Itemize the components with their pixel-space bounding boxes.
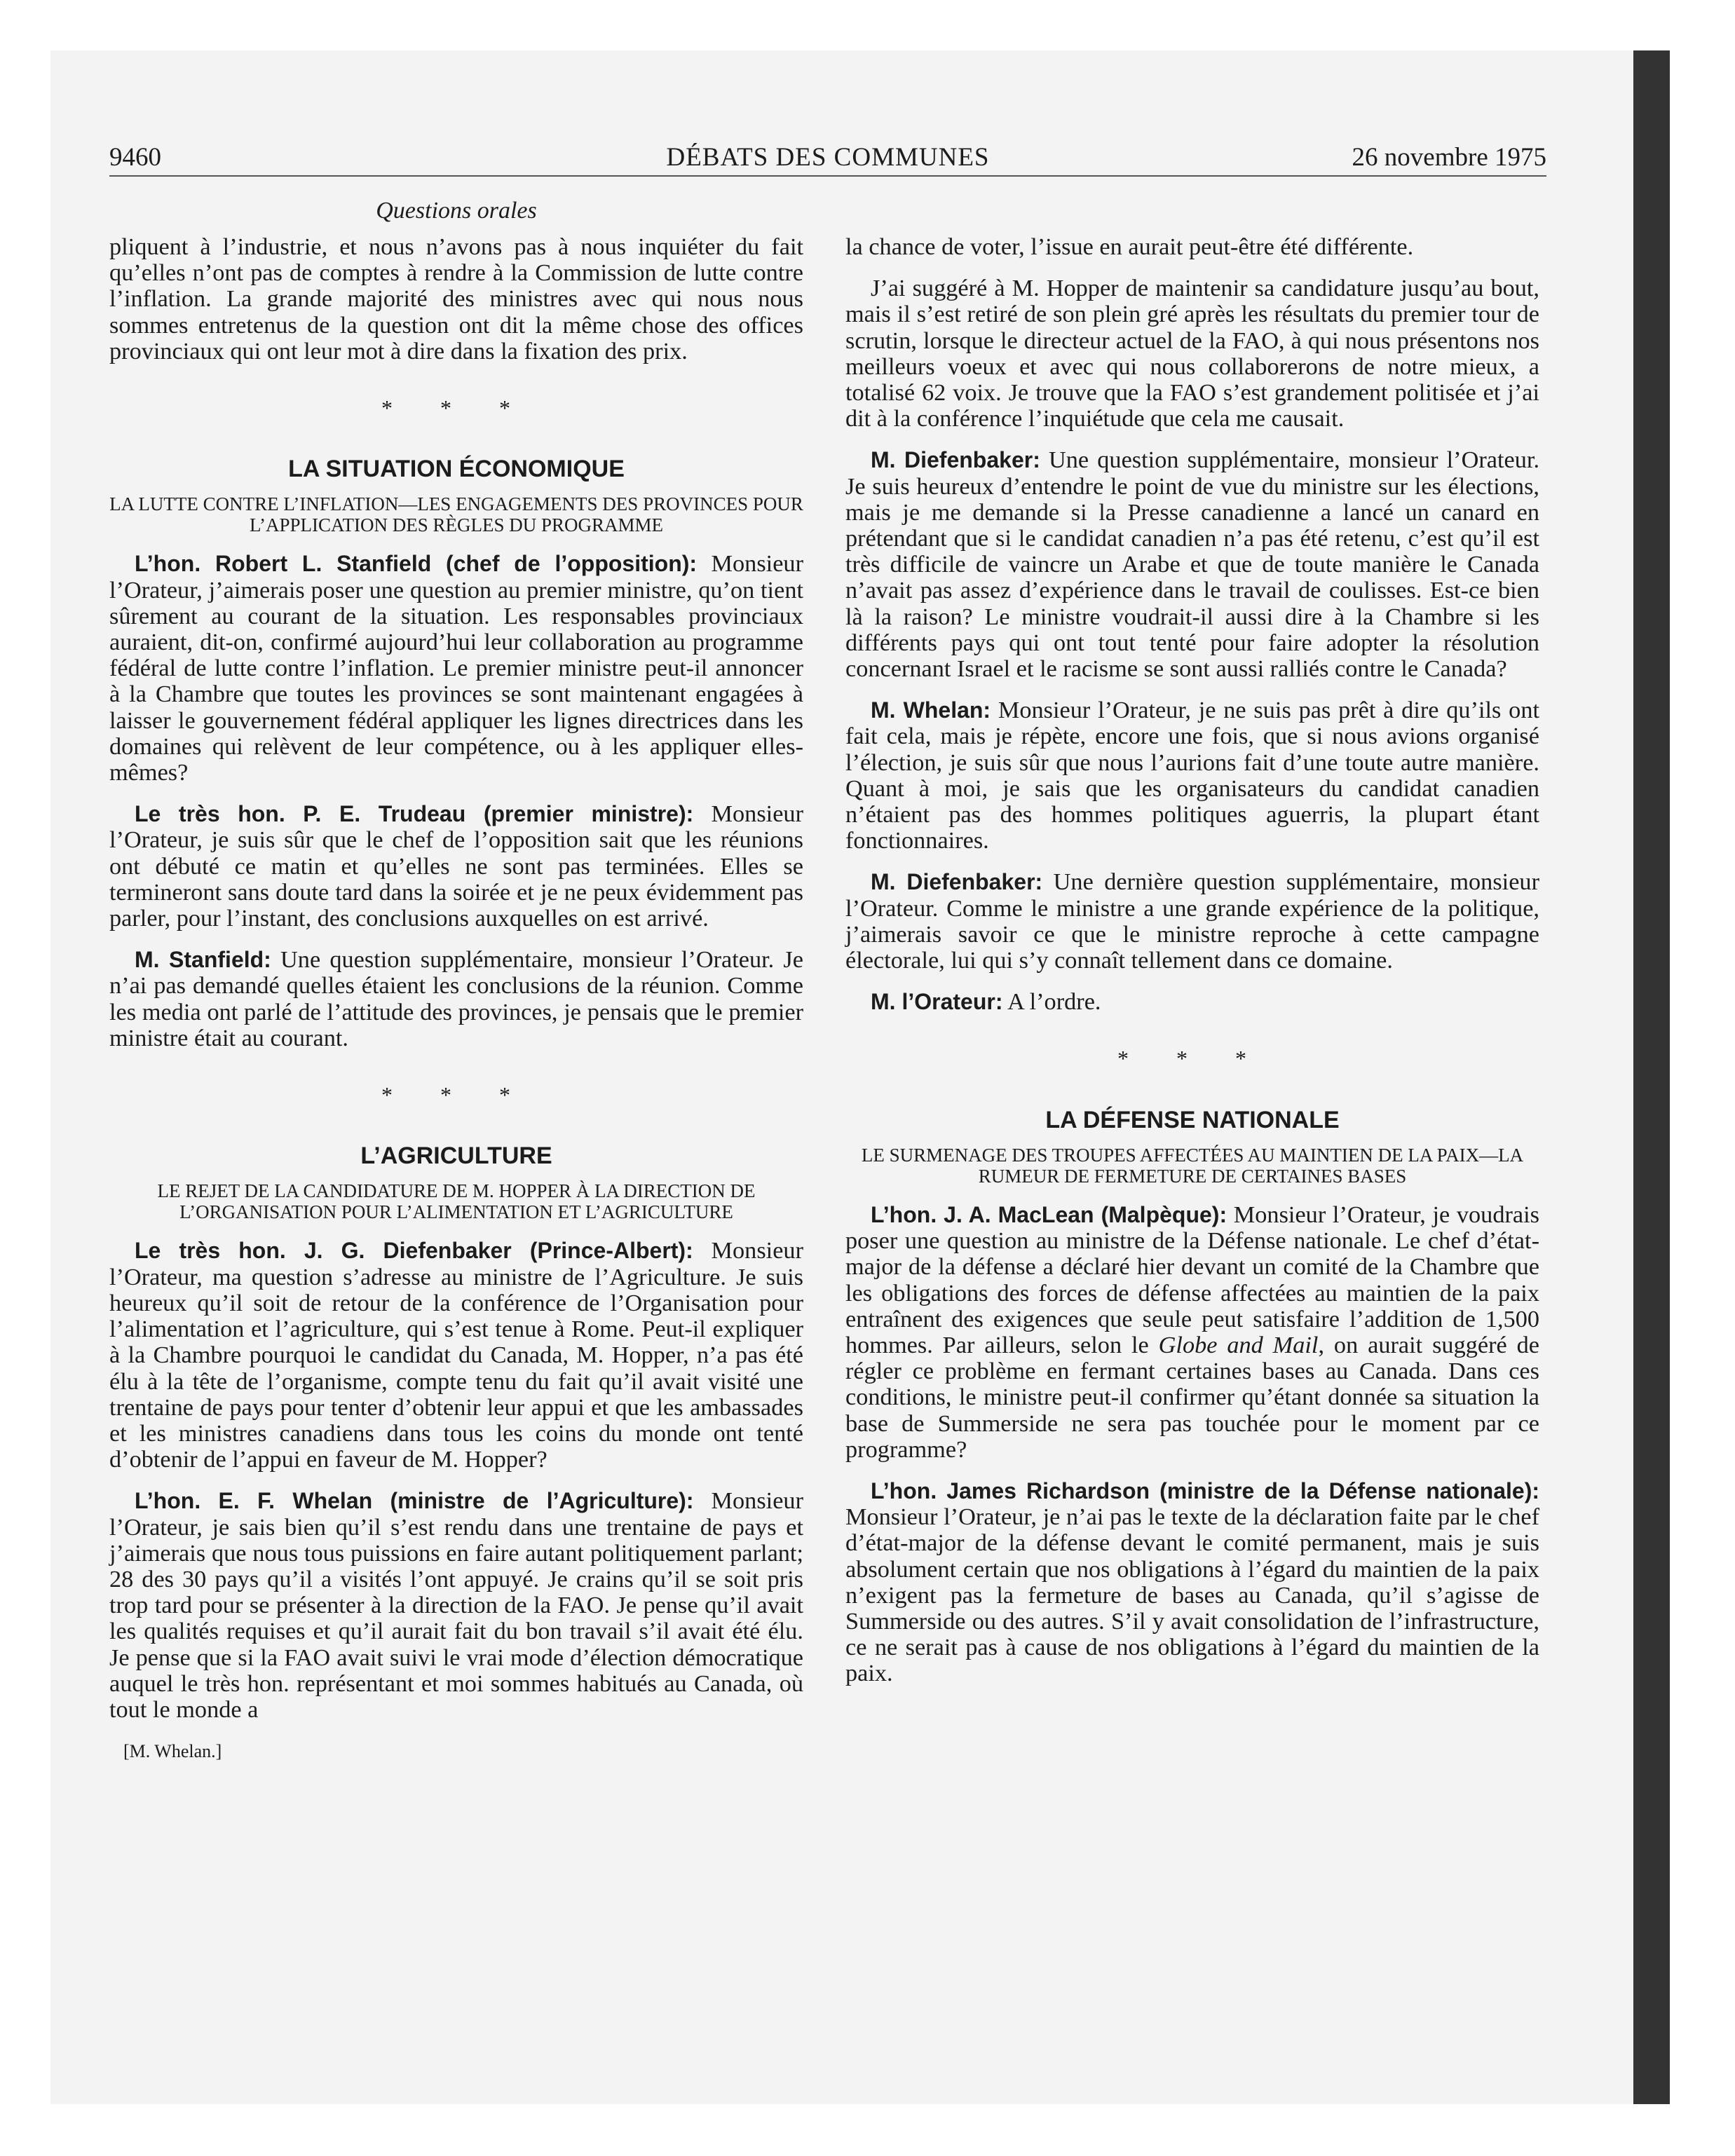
speech-paragraph [845, 1478, 1539, 1687]
speaker: M. Diefenbaker: [871, 869, 1043, 895]
speech-paragraph [109, 801, 803, 932]
speech-text: Monsieur l’Orateur, j’aimerais poser une question au premier ministre, qu’on tient sûrement au courant de la situation. Les responsables provinciaux auraient, dit-on, confirmé aujourd’hui leur collaboration au programme fédéral de lutte contre l’inflation. Le premier ministre peut-il annoncer à la Chambre que toutes les provinces se sont maintenant engagées à laisser le gouvernement fédéral appliquer les lignes directrices dans les domaines qui relèvent de leur compétence, ou à les appliquer elles-mêmes? [109, 550, 804, 786]
speech-text: Une question supplémentaire, monsieur l’Orateur. Je suis heureux d’entendre le point de vue du ministre sur les élections, mais je me demande si la Presse canadienne a lancé un canard en prétendant que si le candidat canadien n’a pas été retenu, c’est qu’il est très difficile de vaincre un Arabe et que de toute manière le Canada n’avait pas assez d’expérience dans le travail de coulisses. Est-ce bien là la raison? Le ministre voudrait-il aussi dire à la Chambre si les différents pays qui ont tout tenté pour faire adopter la résolution concernant Israel et le racisme se sont aussi ralliés contre le Canada? [845, 446, 1540, 683]
paragraph: pliquent à l’industrie, et nous n’avons pas à nous inquiéter du fait qu’elles n’ont pas de comptes à rendre à la Commission de lutte contre l’inflation. La grande majorité des ministres avec qui nous nous sommes entretenus de la question ont dit la même chose des offices provinciaux qui ont leur mot à dire dans la fixation des prix. [109, 233, 803, 364]
speaker: M. Diefenbaker: [871, 447, 1040, 473]
speech-paragraph [845, 697, 1539, 854]
paragraph: J’ai suggéré à M. Hopper de maintenir sa candidature jusqu’au bout, mais il s’est retiré de son plein gré après les résultats du premier tour de scrutin, lorsque le directeur actuel de la FAO, à qui nous présentons nos meilleurs voeux et avec qui nous collaborerons de notre mieux, a totalisé 62 voix. Je trouve que la FAO s’est grandement politisée et j’ai dit à la conférence l’inquiétude que cela me causait. [845, 275, 1539, 432]
page-number: 9460 [109, 143, 161, 172]
speaker-footnote: [M. Whelan.] [123, 1741, 222, 1762]
speaker: Le très hon. P. E. Trudeau (premier ministre): [135, 801, 694, 827]
section-heading: LA DÉFENSE NATIONALE [1045, 1106, 1340, 1133]
subsection-heading: LA LUTTE CONTRE L’INFLATION—LES ENGAGEMENTS DES PROVINCES POUR L’APPLICATION DES RÈGLES DU PROGRAMME [109, 493, 803, 536]
page-date: 26 novembre 1975 [1352, 143, 1546, 172]
publication-title: DÉBATS DES COMMUNES [666, 143, 990, 172]
section-heading: L’AGRICULTURE [360, 1142, 552, 1170]
scan-edge-shadow [1633, 50, 1670, 2104]
section-heading: LA SITUATION ÉCONOMIQUE [288, 456, 625, 483]
subsection-heading: LE SURMENAGE DES TROUPES AFFECTÉES AU MAINTIEN DE LA PAIX—LA RUMEUR DE FERMETURE DE CERTAINES BASES [861, 1144, 1524, 1187]
speaker: L’hon. Robert L. Stanfield (chef de l’opposition): [135, 551, 698, 577]
paragraph: la chance de voter, l’issue en aurait peut-être été différente. [845, 233, 1414, 260]
speech-paragraph [845, 989, 1539, 1015]
speaker: M. Stanfield: [135, 947, 271, 973]
left-column [109, 234, 803, 1764]
speech-text: Une dernière question supplémentaire, monsieur l’Orateur. Comme le ministre a une grande expérience de la politique, j’aimerais savoir ce que le ministre reproche à cette campagne électorale, lui qui s’y connaît tellement dans ce domaine. [845, 868, 1539, 974]
section-separator: * * * [1117, 1046, 1267, 1072]
speech-text: , on aurait suggéré de régler ce problème en fermant certaines bases au Canada. Dans ces conditions, le ministre peut-il confirmer qu’étant donnée sa situation la base de Summerside ne sera pas touchée pour le moment par ce programme? [845, 1331, 1540, 1463]
speech-paragraph [109, 1238, 803, 1473]
speech-paragraph [109, 1488, 803, 1723]
page-header [109, 140, 1546, 177]
speaker: M. l’Orateur: [871, 989, 1003, 1015]
speech-text: Monsieur l’Orateur, je n’ai pas le texte de la déclaration faite par le chef d’état-major de la défense devant le comité permanent, mais je suis absolument certain que nos obligations à l’égard du maintien de la paix n’exigent pas la fermeture de bases au Canada, qu’il s’agisse de Summerside ou des autres. S’il y avait consolidation de l’infrastructure, ce ne serait pas à cause de nos obligations à l’égard du maintien de la paix. [845, 1503, 1539, 1687]
speech-text: Monsieur l’Orateur, je voudrais poser une question au ministre de la Défense nationale. Le chef d’état-major de la défense a déclaré hier devant un comité de la Chambre que les obligations des forces de défense affectées au maintien de la paix entraînent des exigences que seule peut satisfaire l’addition de 1,500 hommes. Par ailleurs, selon le [845, 1201, 1539, 1358]
speaker: L’hon. James Richardson (ministre de la Défense nationale): [871, 1478, 1539, 1503]
newspaper-title: Globe and Mail [1158, 1331, 1319, 1358]
speech-paragraph [109, 551, 803, 786]
speech-text: Monsieur l’Orateur, je ne suis pas prêt à dire qu’ils ont fait cela, mais je répète, encore une fois, que si nous avions organisé l’élection, je suis sûr que nous l’aurions fait d’une toute autre manière. Quant à moi, je sais que les organisateurs du candidat canadien n’étaient pas des hommes politiques aguerris, la plupart étant fonctionnaires. [845, 697, 1539, 854]
speech-text: Une question supplémentaire, monsieur l’Orateur. Je n’ai pas demandé quelles étaient les conclusions de la réunion. Comme les media ont parlé de l’attitude des provinces, je pensais que le premier ministre était au courant. [109, 946, 803, 1051]
section-separator: * * * [381, 1082, 531, 1108]
speech-paragraph [109, 947, 803, 1051]
speech-text: Monsieur l’Orateur, ma question s’adresse au ministre de l’Agriculture. Je suis heureux qu’il soit de retour de la conférence de l’Organisation pour l’alimentation et l’agriculture, qui s’est tenue à Rome. Peut-il expliquer à la Chambre pourquoi le candidat du Canada, M. Hopper, n’a pas été élu à la tête de l’organisme, compte tenu du fait qu’il avait visité une trentaine de pays pour tenter d’obtenir leur appui et que les ambassades et les ministres canadiens dans tous les coins du monde ont tenté d’obtenir de l’appui en faveur de M. Hopper? [109, 1237, 803, 1473]
subsection-heading: LE REJET DE LA CANDIDATURE DE M. HOPPER À LA DIRECTION DE L’ORGANISATION POUR L’ALIMENTATION ET L’AGRICULTURE [157, 1180, 756, 1223]
speech-paragraph [845, 1202, 1539, 1463]
speaker: L’hon. J. A. MacLean (Malpèque): [871, 1201, 1227, 1227]
speech-text: Monsieur l’Orateur, je suis sûr que le chef de l’opposition sait que les réunions ont débuté ce matin et qu’elles ne sont pas terminées. Elles se termineront sans doute tard dans la soirée et je ne peux évidemment pas parler, pour l’instant, des conclusions auxquelles on est arrivé. [109, 800, 804, 932]
speech-text: Monsieur l’Orateur, je sais bien qu’il s’est rendu dans une trentaine de pays et j’aimerais que nous tous puissions en faire autant politiquement parlant; 28 des 30 pays qu’il a visités l’ont appuyé. Je crains qu’il se soit pris trop tard pour se présenter à la direction de la FAO. Je pense qu’il avait les qualités requises et qu’il aurait fait du bon travail s’il avait été élu. Je pense que si la FAO avait suivi le vrai mode d’élection démocratique auquel le très hon. représentant et moi sommes habitués au Canada, où tout le monde a [109, 1487, 803, 1723]
speaker: M. Whelan: [871, 697, 991, 723]
section-separator: * * * [381, 395, 531, 421]
speaker: Le très hon. J. G. Diefenbaker (Prince-Albert): [135, 1238, 693, 1264]
running-section-tag: Questions orales [376, 198, 537, 224]
right-column [845, 234, 1539, 1703]
speech-text: A l’ordre. [1002, 988, 1101, 1016]
speech-paragraph [845, 447, 1539, 682]
speech-paragraph [845, 869, 1539, 974]
speaker: L’hon. E. F. Whelan (ministre de l’Agriculture): [135, 1488, 694, 1514]
